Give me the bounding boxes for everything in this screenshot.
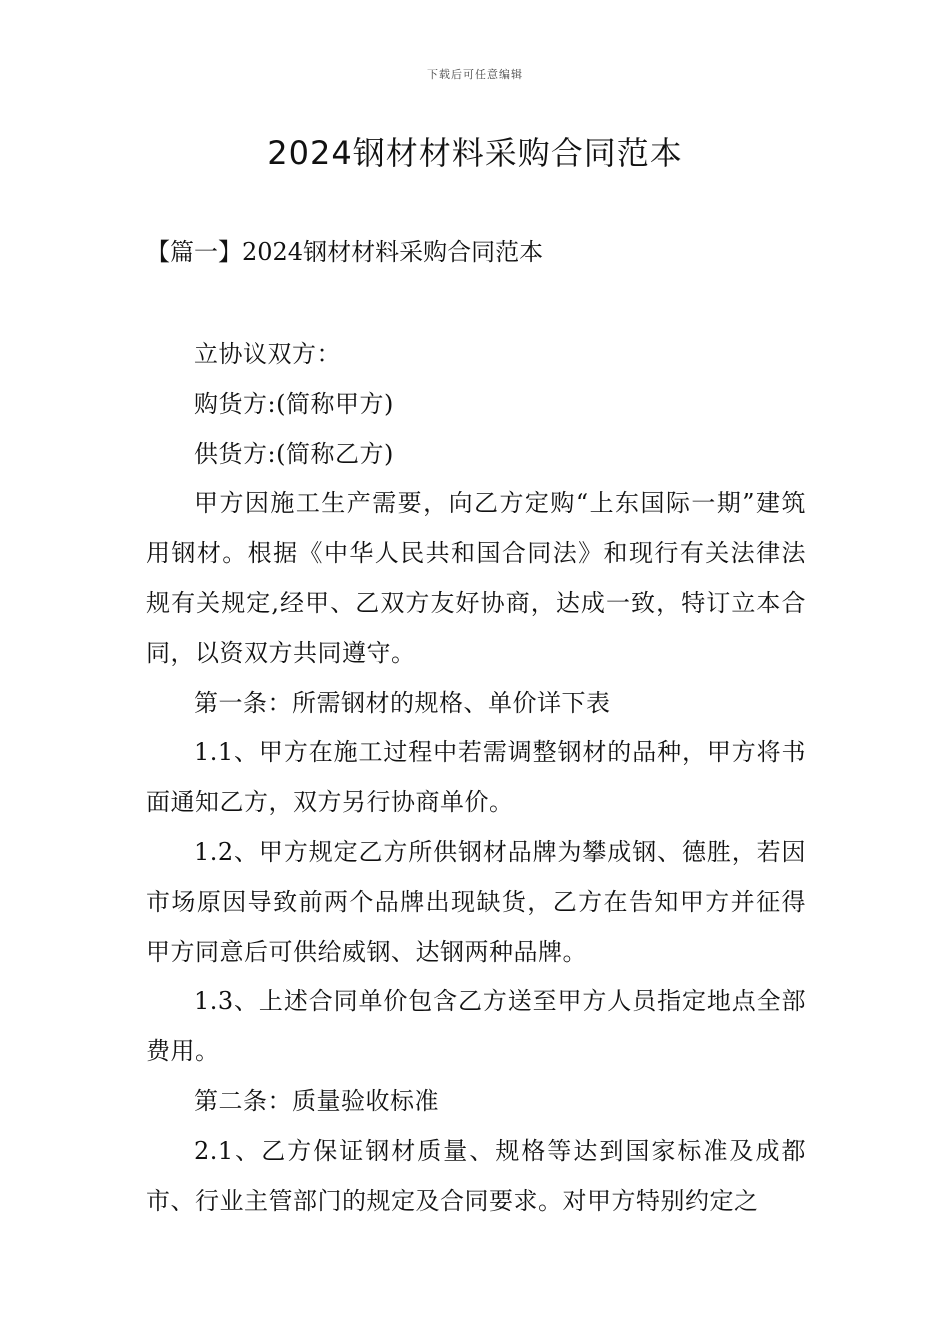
paragraph-buyer: 购货方:(简称甲方) bbox=[194, 389, 394, 418]
paragraph-supplier: 供货方:(简称乙方) bbox=[194, 439, 394, 468]
document-body bbox=[146, 330, 806, 1226]
paragraph-clause-1-3: 1.3、上述合同单价包含乙方送至甲方人员指定地点全部费用。 bbox=[146, 987, 806, 1066]
paragraph-clause-1-2: 1.2、甲方规定乙方所供钢材品牌为攀成钢、德胜，若因市场原因导致前两个品牌出现缺货，乙方在告知甲方并征得甲方同意后可供给威钢、达钢两种品牌。 bbox=[146, 837, 806, 966]
section-heading: 【篇一】2024钢材材料采购合同范本 bbox=[146, 238, 544, 266]
paragraph-clause-2-1: 2.1、乙方保证钢材质量、规格等达到国家标准及成都市、行业主管部门的规定及合同要求。对甲方特别约定之 bbox=[146, 1136, 806, 1215]
paragraph-parties: 立协议双方： bbox=[194, 340, 341, 368]
paragraph-preamble: 甲方因施工生产需要，向乙方定购“上东国际一期”建筑用钢材。根据《中华人民共和国合同法》和现行有关法律法规有关规定,经甲、乙双方友好协商，达成一致，特订立本合同，以资双方共同遵守。 bbox=[146, 489, 806, 667]
header-note: 下载后可任意编辑 bbox=[427, 68, 523, 81]
paragraph-article-2: 第二条：质量验收标准 bbox=[194, 1086, 439, 1115]
paragraph-clause-1-1: 1.1、甲方在施工过程中若需调整钢材的品种，甲方将书面通知乙方，双方另行协商单价。 bbox=[146, 738, 806, 817]
paragraph-article-1: 第一条：所需钢材的规格、单价详下表 bbox=[194, 688, 611, 717]
document-title: 2024钢材材料采购合同范本 bbox=[267, 134, 683, 172]
